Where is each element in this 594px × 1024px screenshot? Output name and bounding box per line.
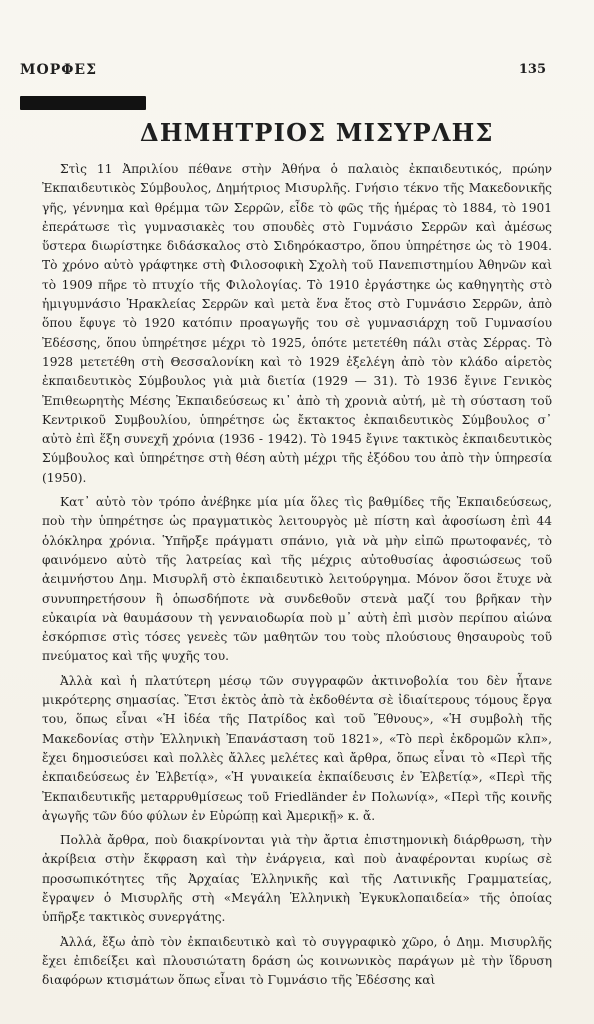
paragraph: Πολλὰ ἄρθρα, ποὺ διακρίνονται γιὰ τὴν ἄρτια ἐπιστημονικὴ διάρθρωση, τὴν ἀκρίβεια στὴν ἔκφραση καὶ τὴν ἐνάργεια, καὶ ποὺ ἀναφέρονται κυρίως σὲ προσωπικότητες τῆς Ἀρχαίας Ἑλληνικῆς καὶ τῆς Λατινικῆς Γραμματείας, ἔγραψεν ὁ Μισυρλῆς στὴ «Μεγάλη Ἑλληνικὴ Ἐγκυκλοπαιδεία» τῆς ὁποίας ὑπῆρξε τακτικὸς συνεργάτης. bbox=[42, 833, 552, 925]
decorative-black-bar bbox=[20, 96, 146, 110]
paragraph: Κατ᾽ αὐτὸ τὸν τρόπο ἀνέβηκε μία μία ὅλες τὶς βαθμίδες τῆς Ἐκπαιδεύσεως, ποὺ τὴν ὑπηρέτησε ὡς πραγματικὸς λειτουργὸς μὲ πίστη καὶ ἀφοσίωση ἐπὶ 44 ὁλόκληρα χρόνια. Ὑπῆρξε πράγματι σπάνιο, γιὰ νὰ μὴν εἰπῶ πρωτοφανές, τὸ φαινόμενο αὐτὸ τῆς λατρείας καὶ τῆς μέχρις αὐτοθυσίας ἀφοσιώσεως τοῦ ἀειμνήστου Δημ. Μισυρλῆ στὸ ἐκπαιδευτικὸ λειτούργημα. Μόνον ὅσοι ἔτυχε νὰ συνυπηρετήσουν ἢ ὁπωσδήποτε νὰ συνδεθοῦν στενὰ μαζί του βρῆκαν τὴν εὐκαιρία νὰ θαυμάσουν τὴ γενναιοδωρία ποὺ μ᾽ αὐτὴ ἐπὶ μισὸν περίπου αἰώνα ἐσκόρπισε στὶς τόσες γενεὲς τῶν μαθητῶν του τοὺς πλούσιους θησαυροὺς τοῦ πνεύματος καὶ τῆς ψυχῆς του. bbox=[42, 495, 552, 664]
running-header: ΜΟΡΦΕΣ bbox=[20, 62, 97, 78]
article-title: ΔΗΜΗΤΡΙΟΣ ΜΙΣΥΡΛΗΣ bbox=[140, 118, 494, 147]
article-body bbox=[42, 160, 552, 995]
paragraph: Ἀλλά, ἔξω ἀπὸ τὸν ἐκπαιδευτικὸ καὶ τὸ συγγραφικὸ χῶρο, ὁ Δημ. Μισυρλῆς ἔχει ἐπιδείξει καὶ πλουσιώτατη δράση ὡς κοινωνικὸς παράγων μὲ τὴν ἵδρυση διαφόρων κτισμάτων ὅπως εἶναι τὸ Γυμνάσιο τῆς Ἐδέσσης καὶ bbox=[42, 934, 552, 988]
paragraph: Στὶς 11 Ἀπριλίου πέθανε στὴν Ἀθήνα ὁ παλαιὸς ἐκπαιδευτικός, πρώην Ἐκπαιδευτικὸς Σύμβουλος, Δημήτριος Μισυρλῆς. Γνήσιο τέκνο τῆς Μακεδονικῆς γῆς, γέννημα καὶ θρέμμα τῶν Σερρῶν, εἶδε τὸ φῶς τῆς ἡμέρας τὸ 1884, τὸ 1901 ἐπεράτωσε τὶς γυμνασιακὲς του σπουδὲς στὸ Γυμνάσιο Σερρῶν καὶ ἀμέσως ὕστερα διωρίστηκε διδάσκαλος στὸ Σιδηρόκαστρο, ὅπου ὑπηρέτησε ὡς τὸ 1904. Τὸ χρόνο αὐτὸ γράφτηκε στὴ Φιλοσοφικὴ Σχολὴ τοῦ Πανεπιστημίου Ἀθηνῶν καὶ τὸ 1909 πῆρε τὸ πτυχίο τῆς Φιλολογίας. Τὸ 1910 ἐργάστηκε ὡς καθηγητὴς στὸ ἡμιγυμνάσιο Ἡρακλείας Σερρῶν καὶ μετὰ ἕνα ἔτος στὸ Γυμνάσιο Σερρῶν, ἀπὸ ὅπου ἔφυγε τὸ 1920 κατόπιν προαγωγῆς του σὲ γυμνασιάρχη τοῦ Γυμνασίου Ἐδέσσης, ὅπου ὑπηρέτησε μέχρι τὸ 1925, ὁπότε μετετέθη πάλι στὰς Σέρρας. Τὸ 1928 μετετέθη στὴ Θεσσαλονίκη καὶ τὸ 1929 ἐξελέγη ἀπὸ τὸν κλάδο αἱρετὸς ἐκπαιδευτικὸς Σύμβουλος γιὰ μιὰ διετία (1929 — 31). Τὸ 1936 ἔγινε Γενικὸς Ἐπιθεωρητὴς Μέσης Ἐκπαιδεύσεως κι᾽ ἀπὸ τὴ χρονιὰ αὐτή, μὲ τὴ σύσταση τοῦ Κεντρικοῦ Συμβουλίου, ὑπηρέτησε ὡς ἔκτακτος ἐκπαιδευτικὸς Σύμβουλος σ᾽ αὐτὸ ἐπὶ ἕξη συνεχῆ χρόνια (1936 - 1942). Τὸ 1945 ἔγινε τακτικὸς ἐκπαιδευτικὸς Σύμβουλος καὶ ὑπηρέτησε στὴ θέση αὐτὴ μέχρι τῆς ἐξόδου του ἀπὸ τὴν ὑπηρεσία (1950). bbox=[42, 162, 552, 485]
page-number: 135 bbox=[518, 62, 546, 77]
paragraph: Ἀλλὰ καὶ ἡ πλατύτερη μέσῳ τῶν συγγραφῶν ἀκτινοβολία του δὲν ἦτανε μικρότερης σημασίας. Ἔτσι ἐκτὸς ἀπὸ τὰ ἐκδοθέντα σὲ ἰδιαίτερους τόμους ἔργα του, ὅπως εἶναι «Ἡ ἰδέα τῆς Πατρίδος καὶ τοῦ Ἔθνους», «Ἡ συμβολὴ τῆς Μακεδονίας στὴν Ἑλληνικὴ Ἐπανάσταση τοῦ 1821», «Τὸ περὶ ἐκδρομῶν κλπ», ἔχει δημοσιεύσει καὶ πολλὲς ἄλλες μελέτες καὶ ἄρθρα, ὅπως εἶναι τὸ «Περὶ τῆς ἐκπαιδεύσεως ἐν Ἑλβετίᾳ», «Ἡ γυναικεία ἐκπαίδευσις ἐν Ἑλβετίᾳ», «Περὶ τῆς Ἐκπαιδευτικῆς μεταρρυθμίσεως τοῦ Friedländer ἐν Πολωνίᾳ», «Περὶ τῆς κοινῆς ἀγωγῆς τῶν δύο φύλων ἐν Εὐρώπῃ καὶ Ἀμερικῇ» κ. ἄ. bbox=[42, 673, 552, 823]
